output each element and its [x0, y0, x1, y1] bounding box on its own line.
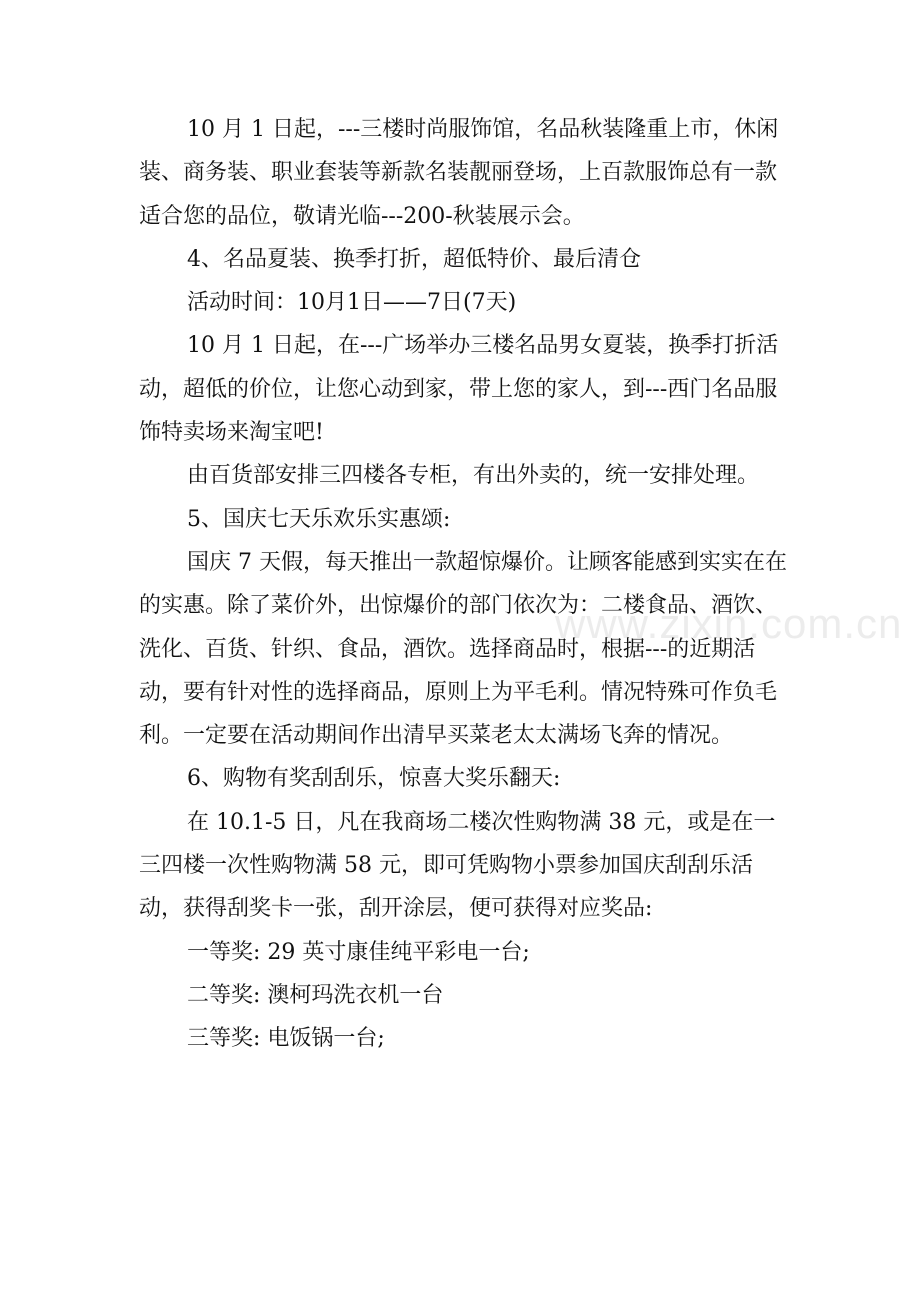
paragraph-daily-deals: 国庆 7 天假，每天推出一款超惊爆价。让顾客能感到实实在在的实惠。除了菜价外，出惊爆价的部门依次为：二楼食品、酒饮、洗化、百货、针织、食品，酒饮。选择商品时，根据---的近期活动，要有针对性的选择商品，原则上为平毛利。情况特殊可作负毛利。一定要在活动期间作出清早买菜老太太满场飞奔的情况。	[139, 549, 787, 749]
watermark: www.zixin.com.cn	[555, 600, 903, 647]
paragraph-lottery-rules: 在 10.1-5 日，凡在我商场二楼次性购物满 38 元，或是在一三四楼一次性购物满 58 元，即可凭购物小票参加国庆刮刮乐活动，获得刮奖卡一张，刮开涂层，便可获得对应奖品:	[139, 809, 776, 922]
heading-national-day-deals: 5、国庆七天乐欢乐实惠颂:	[187, 506, 451, 532]
heading-scratch-lottery: 6、购物有奖刮刮乐，惊喜大奖乐翻天:	[187, 766, 561, 792]
prize-first: 一等奖: 29 英寸康佳纯平彩电一台;	[187, 939, 530, 965]
document-body	[139, 108, 789, 1061]
prize-second: 二等奖: 澳柯玛洗衣机一台	[187, 982, 444, 1008]
paragraph-summer-discount: 10 月 1 日起，在---广场举办三楼名品男女夏装，换季打折活动，超低的价位，让您心动到家，带上您的家人，到---西门名品服饰特卖场来淘宝吧!	[139, 333, 779, 446]
paragraph-autumn-fashion: 10 月 1 日起，---三楼时尚服饰馆，名品秋装隆重上市，休闲装、商务装、职业套装等新款名装靓丽登场，上百款服饰总有一款适合您的品位，敬请光临---200-秋装展示会。	[139, 117, 779, 229]
heading-summer-clearance: 4、名品夏装、换季打折，超低特价、最后清仓	[187, 246, 641, 272]
paragraph-department-arrangement: 由百货部安排三四楼各专柜，有出外卖的，统一安排处理。	[187, 463, 760, 489]
paragraph-activity-time: 活动时间：10月1日——7日(7天)	[187, 290, 517, 316]
prize-third: 三等奖: 电饭锅一台;	[187, 1026, 385, 1052]
